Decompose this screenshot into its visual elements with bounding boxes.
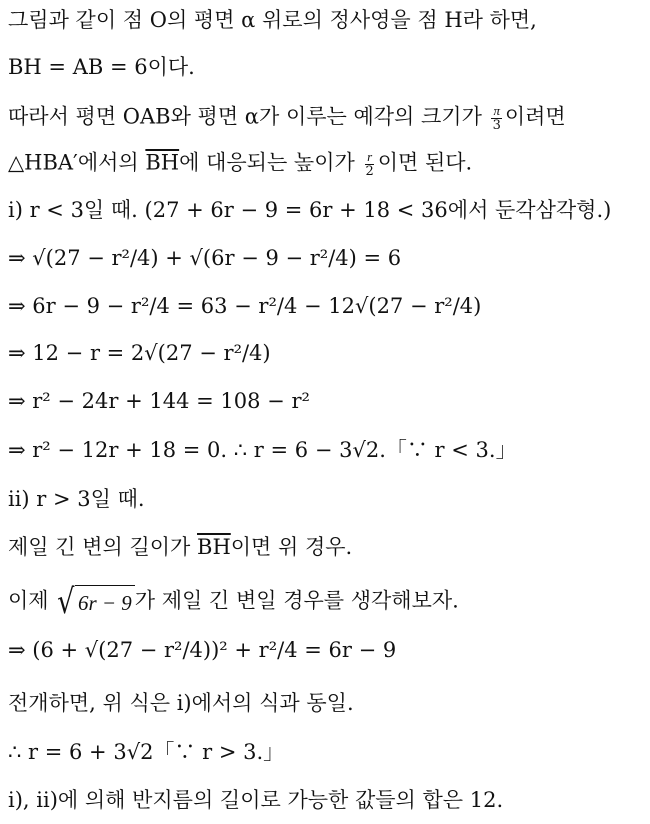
line-16: ∴ r = 6 + 3√2「∵ r > 3.」 xyxy=(8,740,285,764)
line-13 xyxy=(8,582,459,622)
fraction-denominator: 3 xyxy=(492,117,501,133)
line-13-text-b: 가 제일 긴 변일 경우를 생각해보자. xyxy=(134,588,459,613)
line-12 xyxy=(8,537,352,558)
radical-sign: √ xyxy=(57,582,75,622)
line-4-text-a: △HBA′에서의 xyxy=(8,150,139,175)
radicand: 6r − 9 xyxy=(75,585,135,619)
line-3-text-a: 따라서 평면 OAB와 평면 α가 이루는 예각의 크기가 xyxy=(8,104,482,129)
line-2-text: BH = AB = 6이다. xyxy=(8,55,195,79)
line-17: i), ii)에 의해 반지름의 길이로 가능한 값들의 합은 12. xyxy=(8,788,504,812)
line-14: ⇒ (6 + √(27 − r²/4))² + r²/4 = 6r − 9 xyxy=(8,638,397,662)
segment-bh: $\overline{BH}$ xyxy=(197,535,231,559)
line-1: 그림과 같이 점 O의 평면 α 위로의 정사영을 점 H라 하면, xyxy=(8,8,537,32)
line-15: 전개하면, 위 식은 i)에서의 식과 동일. xyxy=(8,691,354,715)
line-11: ii) r > 3일 때. xyxy=(8,487,145,511)
line-4-text-b: 에 대응되는 높이가 xyxy=(179,150,355,175)
line-12-text-b: 이면 위 경우. xyxy=(230,535,353,559)
line-3-text-b: 이려면 xyxy=(504,104,566,129)
line-2 xyxy=(8,57,195,78)
fraction-pi-over-3 xyxy=(491,104,503,132)
line-4-text-c: 이면 된다. xyxy=(377,150,473,175)
line-12-text-a: 제일 긴 변의 길이가 xyxy=(8,535,191,559)
line-9: ⇒ r² − 24r + 144 = 108 − r² xyxy=(8,389,310,413)
line-7: ⇒ 6r − 9 − r²/4 = 63 − r²/4 − 12√(27 − r²/4) xyxy=(8,294,482,318)
line-8: ⇒ 12 − r = 2√(27 − r²/4) xyxy=(8,341,271,365)
line-3 xyxy=(8,104,566,132)
fraction-denominator: 2 xyxy=(365,163,374,179)
line-4 xyxy=(8,150,472,178)
sqrt-expression xyxy=(55,582,135,622)
fraction-r-over-2 xyxy=(363,150,375,178)
line-6: ⇒ √(27 − r²/4) + √(6r − 9 − r²/4) = 6 xyxy=(8,246,402,270)
line-5: i) r < 3일 때. (27 + 6r − 9 = 6r + 18 < 36에서 둔각삼각형.) xyxy=(8,198,612,222)
fraction-numerator: π xyxy=(493,103,500,118)
segment-bh: $\overline{BH}$ xyxy=(145,150,180,175)
fraction-numerator: r xyxy=(367,149,373,164)
line-10: ⇒ r² − 12r + 18 = 0. ∴ r = 6 − 3√2.「∵ r < 3.」 xyxy=(8,438,517,462)
line-13-text-a: 이제 xyxy=(8,588,49,613)
